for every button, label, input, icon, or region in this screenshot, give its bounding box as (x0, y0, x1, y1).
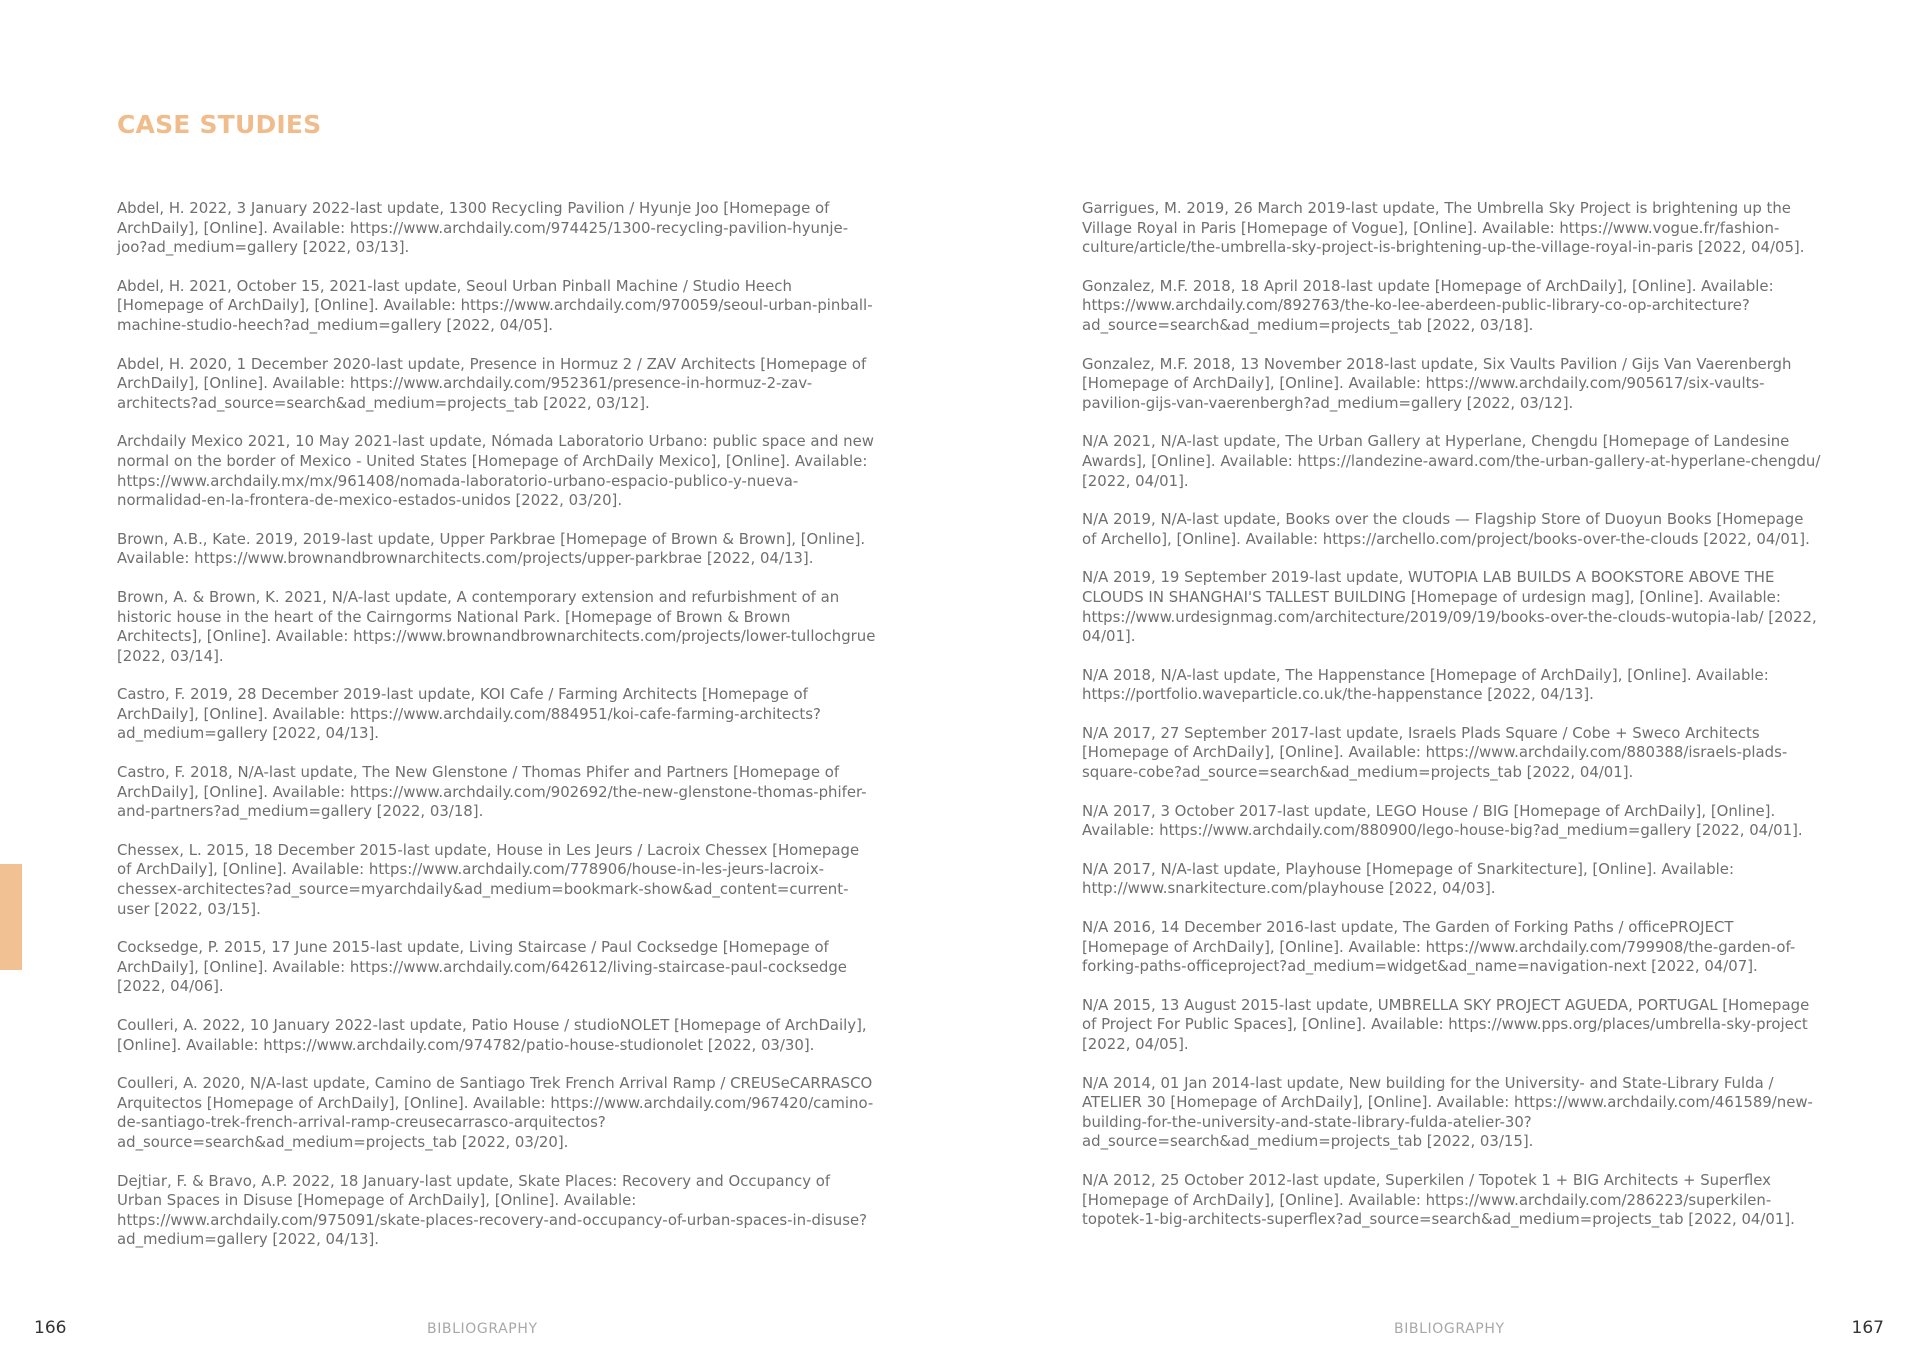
reference-entry: Coulleri, A. 2022, 10 January 2022-last update, Patio House / studioNOLET [Homepage of ArchDaily], [Online]. Available: https://www.archdaily.com/974782/patio-house-studionolet [2022, 03/30]. (117, 1016, 867, 1054)
reference-entry: N/A 2018, N/A-last update, The Happenstance [Homepage of ArchDaily], [Online]. Available: https://portfolio.waveparticle.co.uk/the-happenstance [2022, 04/13]. (1082, 665, 1769, 704)
reference-entry: Cocksedge, P. 2015, 17 June 2015-last update, Living Staircase / Paul Cocksedge [Homepage of ArchDaily], [Online]. Available: https://www.archdaily.com/642612/living-staircase-paul-cocksedge [2022, 04/06]. (117, 938, 847, 996)
reference-entry: N/A 2012, 25 October 2012-last update, Superkilen / Topotek 1 + BIG Architects + Superflex [Homepage of ArchDaily], [Online]. Available: https://www.archdaily.com/286223/superkilen-topotek-1-big-architects-superflex?ad_source=search&ad_medium=projects_tab [2022, 04/01]. (1082, 1170, 1795, 1229)
reference-entry: Coulleri, A. 2020, N/A-last update, Camino de Santiago Trek French Arrival Ramp / CREUSeCARRASCO Arquitectos [Homepage of ArchDaily], [Online]. Available: https://www.archdaily.com/967420/camino-de-santiago-trek-french-arrival-ramp-creusecarrasco-arquitectos?ad_source=search&ad_medium=projects_tab [2022, 03/20]. (117, 1074, 874, 1151)
reference-entry: Abdel, H. 2020, 1 December 2020-last update, Presence in Hormuz 2 / ZAV Architects [Homepage of ArchDaily], [Online]. Available: https://www.archdaily.com/952361/presence-in-hormuz-2-zav-architects?ad_source=search&ad_medium=projects_tab [2022, 03/12]. (117, 354, 867, 412)
reference-entry: Brown, A. & Brown, K. 2021, N/A-last update, A contemporary extension and refurbishment of an historic house in the heart of the Cairngorms National Park. [Homepage of Brown & Brown Architects], [Online]. Available: https://www.brownandbrownarchitects.com/projects/lower-tullochgrue [2022, 03/14]. (117, 587, 876, 665)
reference-entry: N/A 2016, 14 December 2016-last update, The Garden of Forking Paths / officePROJECT [Homepage of ArchDaily], [Online]. Available: https://www.archdaily.com/799908/the-garden-of-forking-paths-officeproject?ad_medium=widget&ad_name=navigation-next [2022, 04/07]. (1082, 918, 1796, 976)
reference-entry: Abdel, H. 2022, 3 January 2022-last update, 1300 Recycling Pavilion / Hyunje Joo [Homepage of ArchDaily], [Online]. Available: https://www.archdaily.com/974425/1300-recycling-pavilion-hyunje-joo?ad_medium=gallery [2022, 03/13]. (117, 199, 849, 257)
right-page-number: 167 (1851, 1318, 1884, 1338)
reference-entry: Brown, A.B., Kate. 2019, 2019-last update, Upper Parkbrae [Homepage of Brown & Brown], [Online]. Available: https://www.brownandbrownarchitects.com/projects/upper-parkbrae [2022, 04/13]. (117, 529, 866, 568)
left-running-footer: BIBLIOGRAPHY (427, 1321, 538, 1337)
reference-entry: N/A 2014, 01 Jan 2014-last update, New building for the University- and State-Library Fulda / ATELIER 30 [Homepage of ArchDaily], [Online]. Available: https://www.archdaily.com/461589/new-building-for-the-university-and-state-library-fulda-atelier-30?ad_source=search&ad_medium=projects_tab [2022, 03/15]. (1082, 1073, 1813, 1151)
reference-entry: N/A 2017, 3 October 2017-last update, LEGO House / BIG [Homepage of ArchDaily], [Online]. Available: https://www.archdaily.com/880900/lego-house-big?ad_medium=gallery [2022, 04/01]. (1082, 801, 1803, 840)
reference-entry: Archdaily Mexico 2021, 10 May 2021-last update, Nómada Laboratorio Urbano: public space and new normal on the border of Mexico - United States [Homepage of ArchDaily Mexico], [Online]. Available: https://www.archdaily.mx/mx/961408/nomada-laboratorio-urbano-espacio-publico-y-nueva-normalidad-en-la-frontera-de-mexico-estados-unidos [2022, 03/20]. (117, 432, 874, 510)
right-running-footer: BIBLIOGRAPHY (1394, 1321, 1505, 1337)
right-reference-column (1082, 199, 1822, 1249)
reference-entry: Castro, F. 2018, N/A-last update, The New Glenstone / Thomas Phifer and Partners [Homepage of ArchDaily], [Online]. Available: https://www.archdaily.com/902692/the-new-glenstone-thomas-phifer-and-partners?ad_medium=gallery [2022, 03/18]. (117, 763, 867, 821)
reference-entry: Gonzalez, M.F. 2018, 18 April 2018-last update [Homepage of ArchDaily], [Online]. Available: https://www.archdaily.com/892763/the-ko-lee-aberdeen-public-library-co-op-architecture?ad_source=search&ad_medium=projects_tab [2022, 03/18]. (1082, 276, 1774, 334)
reference-entry: Chessex, L. 2015, 18 December 2015-last update, House in Les Jeurs / Lacroix Chessex [Homepage of ArchDaily], [Online]. Available: https://www.archdaily.com/778906/house-in-les-jeurs-lacroix-chessex-architectes?ad_source=myarchdaily&ad_medium=bookmark-show&ad_content=current-user [2022, 03/15]. (117, 840, 860, 918)
reference-entry: Dejtiar, F. & Bravo, A.P. 2022, 18 January-last update, Skate Places: Recovery and Occupancy of Urban Spaces in Disuse [Homepage of ArchDaily], [Online]. Available: https://www.archdaily.com/975091/skate-places-recovery-and-occupancy-of-urban-spaces-in-disuse?ad_medium=gallery [2022, 04/13]. (117, 1171, 868, 1249)
reference-entry: N/A 2019, N/A-last update, Books over the clouds — Flagship Store of Duoyun Books [Homepage of Archello], [Online]. Available: https://archello.com/project/books-over-the-clouds [2022, 04/01]. (1082, 510, 1810, 548)
reference-entry: Castro, F. 2019, 28 December 2019-last update, KOI Cafe / Farming Architects [Homepage of ArchDaily], [Online]. Available: https://www.archdaily.com/884951/koi-cafe-farming-architects?ad_medium=gallery [2022, 04/13]. (117, 685, 821, 743)
reference-entry: Garrigues, M. 2019, 26 March 2019-last update, The Umbrella Sky Project is brightening up the Village Royal in Paris [Homepage of Vogue], [Online]. Available: https://www.vogue.fr/fashion-culture/article/the-umbrella-sky-project-is-brightening-up-the-village-royal-in-paris [2022, 04/05]. (1082, 199, 1805, 257)
section-title: CASE STUDIES (117, 110, 322, 139)
reference-entry: N/A 2019, 19 September 2019-last update, WUTOPIA LAB BUILDS A BOOKSTORE ABOVE THE CLOUDS IN SHANGHAI'S TALLEST BUILDING [Homepage of urdesign mag], [Online]. Available: https://www.urdesignmag.com/architecture/2019/09/19/books-over-the-clouds-wutopia-lab/ [2022, 04/01]. (1082, 568, 1817, 646)
reference-entry: Abdel, H. 2021, October 15, 2021-last update, Seoul Urban Pinball Machine / Studio Heech [Homepage of ArchDaily], [Online]. Available: https://www.archdaily.com/970059/seoul-urban-pinball-machine-studio-heech?ad_medium=gallery [2022, 04/05]. (117, 276, 873, 334)
reference-entry: N/A 2017, 27 September 2017-last update, Israels Plads Square / Cobe + Sweco Architects [Homepage of ArchDaily], [Online]. Available: https://www.archdaily.com/880388/israels-plads-square-cobe?ad_source=search&ad_medium=projects_tab [2022, 04/01]. (1082, 723, 1788, 782)
reference-entry: N/A 2021, N/A-last update, The Urban Gallery at Hyperlane, Chengdu [Homepage of Landesine Awards], [Online]. Available: https://landezine-award.com/the-urban-gallery-at-hyperlane-chengdu/ [2022, 04/01]. (1082, 432, 1821, 490)
left-page-number: 166 (34, 1318, 67, 1338)
reference-entry: N/A 2015, 13 August 2015-last update, UMBRELLA SKY PROJECT AGUEDA, PORTUGAL [Homepage of Project For Public Spaces], [Online]. Available: https://www.pps.org/places/umbrella-sky-project [2022, 04/05]. (1082, 995, 1810, 1053)
section-tab-marker (0, 864, 22, 970)
left-reference-column (117, 199, 877, 1269)
reference-entry: N/A 2017, N/A-last update, Playhouse [Homepage of Snarkitecture], [Online]. Available: http://www.snarkitecture.com/playhouse [2022, 04/03]. (1082, 859, 1734, 898)
reference-entry: Gonzalez, M.F. 2018, 13 November 2018-last update, Six Vaults Pavilion / Gijs Van Vaerenbergh [Homepage of ArchDaily], [Online]. Available: https://www.archdaily.com/905617/six-vaults-pavilion-gijs-van-vaerenbergh?ad_medium=gallery [2022, 03/12]. (1082, 354, 1792, 412)
